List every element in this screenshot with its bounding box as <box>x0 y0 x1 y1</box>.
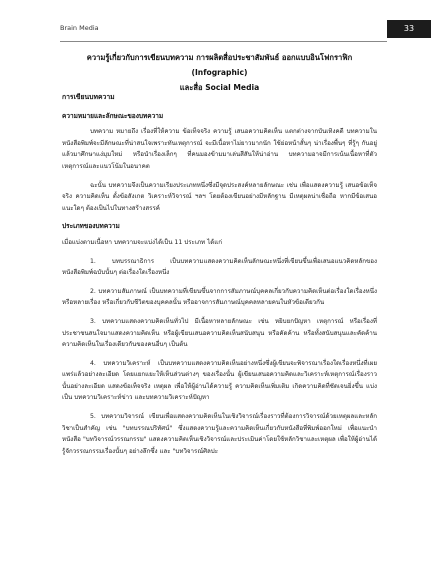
title-line-1: ความรู้เกี่ยวกับการเขียนบทความ การผลิตสื่อประชาสัมพันธ์ ออกแบบอินโฟกราฟิก (Infographic) <box>86 53 353 77</box>
list-item-type-2: 2. บทความสัมภาษณ์ เป็นบทความที่เขียนขึ้นจากการสัมภาษณ์บุคคลเกี่ยวกับความคิดเห็นต่อเรื่องใดเรื่องหนึ่งหรือหลายเรื่อง หรือเกี่ยวกับชีวิตของบุคคลนั้น หรืออาจการสัมภาษณ์บุคคลหลายคนในหัวข้อเดียวกัน <box>62 287 377 307</box>
body-content <box>62 92 377 464</box>
sub-heading-types: ประเภทของบทความ <box>62 222 120 231</box>
page-title <box>62 50 377 95</box>
header-divider <box>60 41 387 42</box>
list-item-type-4: 4. บทความวิเคราะห์ เป็นบทความแสดงความคิดเห็นอย่างหนึ่งซึ่งผู้เขียนจะพิจารณาเรื่องใดเรื่องหนึ่งที่เผยแพร่แล้วอย่างละเอียด โดยแยกแยะให้เห็นส่วนต่างๆ ของเรื่องนั้น ผู้เขียนเสนอความคิดและวิเคราะห์เหตุการณ์เรื่องราวนั้นอย่างละเอียด แสดงข้อเท็จจริง เหตุผล เพื่อให้ผู้อ่านได้ความรู้ ความคิดเห็นเพิ่มเติม เกิดความคิดที่ชัดเจนยิ่งขึ้น แบ่งเป็น บทความวิเคราะห์ข่าว และบทความวิเคราะห์ปัญหา <box>62 359 377 402</box>
paragraph-types-intro: เมื่อแบ่งตามเนื้อหา บทความจะแบ่งได้เป็น 11 ประเภท ได้แก่ <box>62 238 222 246</box>
list-item-type-3: 3. บทความแสดงความคิดเห็นทั่วไป มีเนื้อหาหลายลักษณะ เช่น หยิบยกปัญหา เหตุการณ์ หรือเรื่องที่ประชาชนสนใจมาแสดงความคิดเห็น หรือผู้เขียนเสนอความคิดเห็นสนับสนุน หรือคัดค้าน หรือทั้งสนับสนุนและคัดค้านความคิดเห็นในเรื่องเดียวกันของคนอื่นๆ เป็นต้น <box>62 317 377 349</box>
sub-heading-meaning: ความหมายและลักษณะของบทความ <box>62 111 164 120</box>
page-header <box>0 20 431 38</box>
header-publisher-label: Brain Media <box>60 24 99 32</box>
section-heading-writing: การเขียนบทความ <box>62 93 115 101</box>
title-line-2: และสื่อ Social Media <box>179 83 260 92</box>
paragraph-meaning-2: ฉะนั้น บทความจึงเป็นความเรียงประเภทหนึ่งซึ่งมีจุดประสงค์หลายลักษณะ เช่น เพื่อแสดงความรู้ เสนอข้อเท็จจริง ความคิดเห็น ตั้งข้อสังเกต วิเคราะห์วิจารณ์ ฯลฯ โดยต้องเขียนอย่างมีหลักฐาน มีเหตุผลน่าเชื่อถือ หากมีข้อเสนอแนะใดๆ ต้องเป็นไปในทางสร้างสรรค์ <box>62 181 377 212</box>
paragraph-meaning-1: บทความ หมายถึง เรื่องที่ให้ความ ข้อเท็จจริง ความรู้ เสนอความคิดเห็น แตกต่างจากบันเทิงคดี บทความในหนังสือพิมพ์จะมีลักษณะที่น่าสนใจเพราะทันเหตุการณ์ จะมีเนื้อหาไม่ยาวมากนัก ใช้ย่อหน้าสั้นๆ น่าเรื่องพื้นๆ ที่รู้ๆ กันอยู่แล้วมาศึกษาแง่มุมใหม่ หรือนำเรื่องเล็กๆ ที่คนมองข้ามมาเล่นสีสันให้น่าอ่าน บทความอาจมีการเน้นเนื้อหาที่ตัวเหตุการณ์และแนวโน้มในอนาคต <box>62 128 377 170</box>
list-item-type-5: 5. บทความวิจารณ์ เขียนเพื่อแสดงความคิดเห็นในเชิงวิจารณ์เรื่องราวที่ต้องการวิจารณ์ด้วยเหตุผลและหลักวิชาเป็นสำคัญ เช่น "บทบรรณปริทัศน์" ซึ่งแสดงความรู้และความคิดเห็นเกี่ยวกับหนังสือที่พิมพ์ออกใหม่ เพื่อแนะนำหนังสือ "บทวิจารณ์วรรณกรรม" แสดงความคิดเห็นเชิงวิจารณ์และประเมินค่าโดยใช้หลักวิชาและเหตุผล เพื่อให้ผู้อ่านได้รู้จักวรรณกรรมเรื่องนั้นๆ อย่างลึกซึ้ง และ "บทวิจารณ์ศิลปะ <box>62 413 377 455</box>
page-number-badge: 33 <box>387 20 431 38</box>
list-item-type-1: 1. บทบรรณาธิการ เป็นบทความแสดงความคิดเห็นลักษณะหนึ่งที่เขียนขึ้นเพื่อเสนอแนวคิดหลักของหนังสือพิมพ์ฉบับนั้นๆ ต่อเรื่องใดเรื่องหนึ่ง <box>62 257 377 277</box>
